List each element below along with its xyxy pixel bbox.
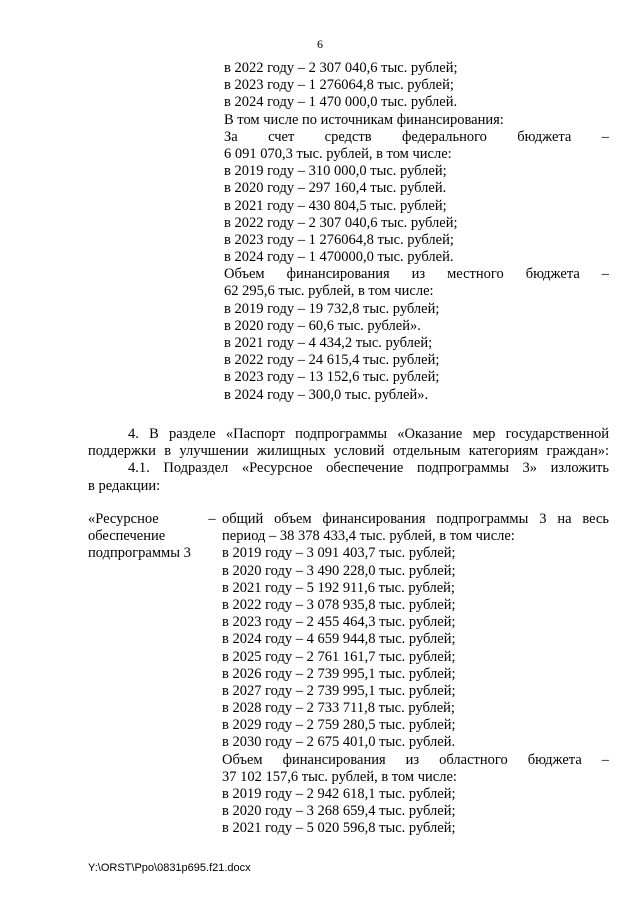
text-line: 4.1. Подраздел «Ресурсное обеспечение подпрограммы 3» изложить: [128, 460, 609, 477]
text-line: в 2026 году – 2 739 995,1 тыс. рублей;: [222, 665, 456, 682]
funding-sources-block: [224, 60, 609, 404]
text-line: в 2023 году – 2 455 464,3 тыс. рублей;: [222, 614, 456, 631]
text-line: в 2019 году – 310 000,0 тыс. рублей;: [224, 163, 447, 180]
text-line: в 2024 году – 1 470000,0 тыс. рублей.: [224, 249, 454, 266]
text-line: в 2022 году – 2 307 040,6 тыс. рублей;: [224, 60, 458, 76]
resource-content-column: [222, 511, 609, 838]
text-line: в 2024 году – 1 470 000,0 тыс. рублей.: [224, 94, 458, 111]
text-line: в 2024 году – 300,0 тыс. рублей».: [224, 386, 429, 403]
text-line: в 2022 году – 24 615,4 тыс. рублей;: [224, 352, 440, 369]
label-line: обеспечение: [88, 528, 166, 545]
resource-label-column: [88, 511, 214, 563]
text-line: поддержки в улучшении жилищных условий отдельным категориям граждан»:: [88, 443, 609, 460]
text-line: в 2027 году – 2 739 995,1 тыс. рублей;: [222, 682, 456, 699]
text-line: В том числе по источникам финансирования:: [224, 111, 504, 128]
page-number: 6: [317, 37, 323, 51]
label-line: «Ресурсное: [88, 511, 159, 527]
text-line: 62 295,6 тыс. рублей, в том числе:: [224, 283, 434, 300]
text-line: в 2020 году – 3 268 659,4 тыс. рублей;: [222, 803, 456, 820]
text-line: в 2020 году – 60,6 тыс. рублей».: [224, 317, 421, 334]
text-line: в 2019 году – 2 942 618,1 тыс. рублей;: [222, 786, 456, 802]
text-line: Объем финансирования из областного бюджета –: [222, 751, 609, 768]
text-line: в 2030 году – 2 675 401,0 тыс. рублей.: [222, 734, 456, 751]
text-line: в 2020 году – 3 490 228,0 тыс. рублей;: [222, 562, 456, 579]
text-line: За счет средств федерального бюджета –: [224, 128, 609, 145]
text-line: в 2021 году – 430 804,5 тыс. рублей;: [224, 197, 447, 214]
text-line: в 2028 году – 2 733 711,8 тыс. рублей;: [222, 700, 455, 717]
document-file-path: Y:\ORST\Ppo\0831p695.f21.docx: [88, 862, 251, 874]
text-line: в 2021 году – 5 020 596,8 тыс. рублей;: [222, 820, 456, 837]
text-line: в 2019 году – 3 091 403,7 тыс. рублей;: [222, 545, 456, 562]
text-line: в 2022 году – 2 307 040,6 тыс. рублей;: [224, 214, 458, 231]
section-4-paragraph: [88, 426, 609, 495]
text-line: в 2029 году – 2 759 280,5 тыс. рублей;: [222, 717, 456, 734]
label-dash: –: [208, 511, 216, 527]
text-line: в 2022 году – 3 078 935,8 тыс. рублей;: [222, 596, 456, 613]
text-line: в 2020 году – 297 160,4 тыс. рублей.: [224, 180, 447, 197]
text-line: в 2019 году – 19 732,8 тыс. рублей;: [224, 300, 440, 317]
text-line: в 2021 году – 5 192 911,6 тыс. рублей;: [222, 579, 455, 596]
text-line: общий объем финансирования подпрограммы 3 на весь: [222, 511, 609, 527]
text-line: период – 38 378 433,4 тыс. рублей, в том числе:: [222, 528, 515, 545]
text-line: 37 102 157,6 тыс. рублей, в том числе:: [222, 768, 457, 785]
text-line: в редакции:: [88, 477, 161, 494]
label-line: подпрограммы 3: [88, 545, 191, 562]
text-line: в 2023 году – 13 152,6 тыс. рублей;: [224, 369, 440, 386]
text-line: 6 091 070,3 тыс. рублей, в том числе:: [224, 145, 452, 162]
text-line: в 2021 году – 4 434,2 тыс. рублей;: [224, 335, 433, 351]
text-line: в 2023 году – 1 276064,8 тыс. рублей;: [224, 231, 454, 248]
text-line: в 2024 году – 4 659 944,8 тыс. рублей;: [222, 631, 456, 648]
text-line: в 2023 году – 1 276064,8 тыс. рублей;: [224, 77, 454, 94]
text-line: 4. В разделе «Паспорт подпрограммы «Оказание мер государственной: [128, 426, 609, 442]
text-line: Объем финансирования из местного бюджета –: [224, 266, 609, 283]
text-line: в 2025 году – 2 761 161,7 тыс. рублей;: [222, 648, 456, 665]
